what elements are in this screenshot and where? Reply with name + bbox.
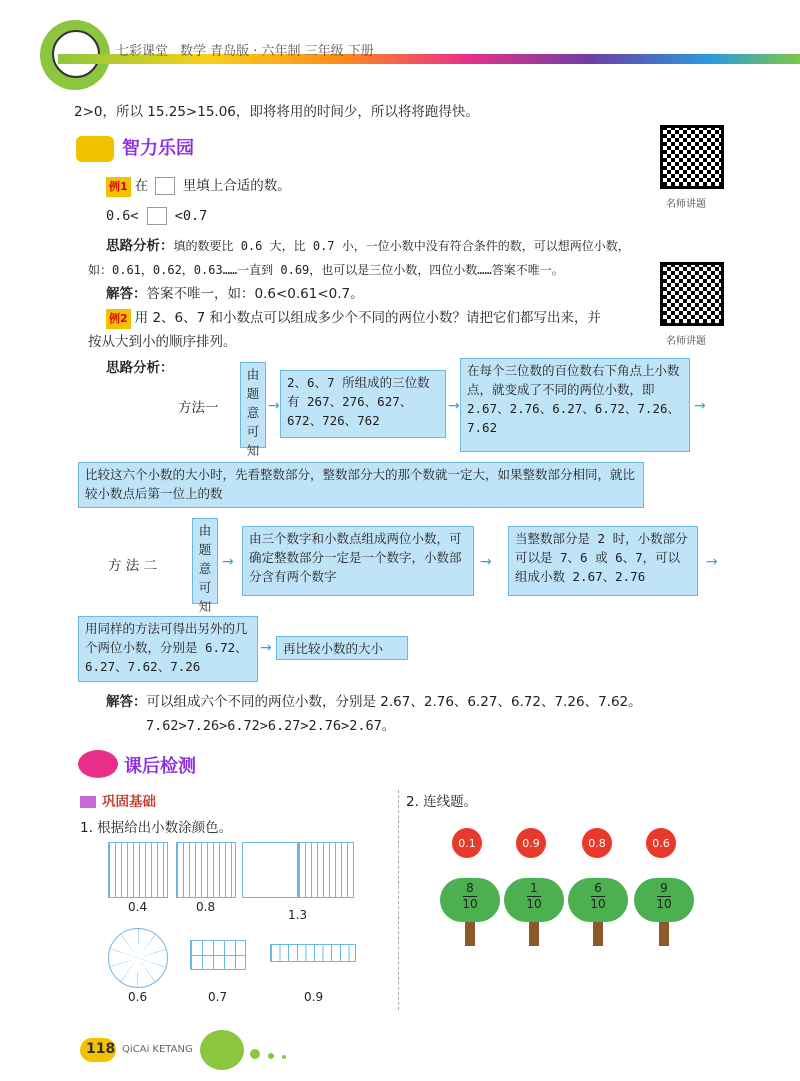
footer-mascot-icon	[200, 1030, 244, 1070]
tree-4[interactable]	[634, 878, 694, 946]
method2-box4: 再比较小数的大小	[276, 636, 408, 660]
header-subtitle: 数学 青岛版 · 六年制 三年级 下册	[180, 44, 374, 59]
tree-trunk	[465, 922, 475, 946]
header-series: 七彩课堂	[116, 44, 169, 59]
qr-caption-2: 名师讲题	[666, 336, 706, 347]
example1-prompt: 在	[134, 178, 149, 194]
tree-trunk	[659, 922, 669, 946]
tree-fraction: 9 10	[656, 881, 672, 911]
expr-left: 0.6<	[106, 208, 139, 224]
apple-4[interactable]: 0.6	[646, 828, 676, 858]
example1-prompt-line	[106, 176, 291, 197]
qr-caption-1: 名师讲题	[666, 199, 706, 210]
example1-analysis-1	[106, 236, 630, 256]
tree-trunk	[529, 922, 539, 946]
section-zhili-title: 智力乐园	[122, 138, 194, 159]
tree-trunk	[593, 922, 603, 946]
answer2-text-1: 可以组成六个不同的两位小数，分别是 2.67、2.76、6.27、6.72、7.26、7.62。	[146, 694, 642, 710]
grid-1-3-b	[298, 842, 354, 898]
example1-prompt-tail: 里填上合适的数。	[182, 178, 291, 194]
blank-box	[155, 177, 175, 195]
grid-0-4	[108, 842, 168, 898]
method2-box1: 由三个数字和小数点组成两位小数，可确定整数部分一定是一个数字，小数部分含有两个数字	[242, 526, 474, 596]
q1-label-0-6: 0.6	[128, 990, 148, 1004]
circle-0-6	[108, 928, 168, 988]
tree-3[interactable]	[568, 878, 628, 946]
arrow-icon: →	[268, 398, 280, 414]
question-2: 2. 连线题。	[406, 794, 478, 810]
example2-analysis-label: 思路分析：	[106, 360, 174, 376]
tree-fraction: 8 10	[462, 881, 478, 911]
answer-label: 解答：	[106, 286, 147, 302]
example1-analysis-2: 如：0.61，0.62，0.63……一直到 0.69，也可以是三位小数，四位小数……答案不唯一。	[88, 263, 564, 277]
arrow-icon: →	[260, 640, 272, 656]
grid-1-3-a	[242, 842, 298, 898]
apple-1[interactable]: 0.1	[452, 828, 482, 858]
tree-2[interactable]	[504, 878, 564, 946]
arrow-icon: →	[448, 398, 460, 414]
analysis-text-1: 填的数要比 0.6 大，比 0.7 小，一位小数中没有符合条件的数，可以想两位小数，	[173, 239, 630, 253]
header-color-bar	[58, 54, 800, 64]
tree-1[interactable]	[440, 878, 500, 946]
qr-code-2[interactable]	[660, 262, 724, 326]
expr-blank	[147, 207, 167, 225]
example1-expression	[106, 206, 207, 226]
example2-prompt-1	[106, 308, 601, 329]
method1-reason: 由题意可知	[240, 362, 266, 448]
arrow-icon: →	[706, 554, 718, 570]
qr-code-1[interactable]	[660, 125, 724, 189]
grid-0-8	[176, 842, 236, 898]
example1-answer	[106, 284, 364, 304]
example2-answer-2: 7.62>7.26>6.72>6.27>2.76>2.67。	[146, 718, 396, 734]
tree-fraction: 6 10	[590, 881, 606, 911]
section-icon	[76, 136, 114, 162]
q1-label-0-4: 0.4	[128, 900, 148, 914]
subsection-icon	[80, 796, 96, 808]
kehou-icon	[78, 750, 118, 778]
subsection-title: 巩固基础	[102, 794, 156, 810]
example2-answer-1	[106, 692, 642, 712]
q1-label-1-3: 1.3	[288, 908, 308, 922]
footer-dots	[250, 1044, 286, 1063]
example2-prompt-2: 按从大到小的顺序排列。	[88, 334, 237, 350]
column-divider	[398, 790, 399, 1010]
intro-line: 2>0，所以 15.25>15.06，即将将用的时间少，所以将将跑得快。	[74, 104, 479, 120]
section-kehou-title: 课后检测	[124, 756, 196, 777]
example2-prompt-text-1: 用 2、6、7 和小数点可以组成多少个不同的两位小数？请把它们都写出来，并	[134, 310, 602, 326]
arrow-icon: →	[222, 554, 234, 570]
apple-3[interactable]: 0.8	[582, 828, 612, 858]
method1-box2: 在每个三位数的百位数右下角点上小数点，就变成了不同的两位小数，即 2.67、2.76、6.27、6.72、7.26、7.62	[460, 358, 690, 452]
answer2-label: 解答：	[106, 694, 147, 710]
method2-reason: 由题意可知	[192, 518, 218, 604]
q1-label-0-9: 0.9	[304, 990, 324, 1004]
method2-box2: 当整数部分是 2 时，小数部分可以是 7、6 或 6、7，可以组成小数 2.67、2.76	[508, 526, 698, 596]
arrow-icon: →	[694, 398, 706, 414]
method2-label: 方 法 二	[108, 558, 158, 574]
grid-0-7	[190, 940, 246, 970]
method2-box3: 用同样的方法可得出另外的几个两位小数，分别是 6.72、6.27、7.62、7.26	[78, 616, 258, 682]
footer-page-number: 118	[86, 1041, 116, 1057]
expr-right: <0.7	[174, 208, 208, 224]
question-1: 1. 根据给出小数涂颜色。	[80, 820, 233, 836]
example2-tag: 例2	[106, 309, 131, 329]
grid-0-9	[270, 944, 356, 962]
method1-box1: 2、6、7 所组成的三位数有 267、276、627、672、726、762	[280, 370, 446, 438]
q1-label-0-8: 0.8	[196, 900, 216, 914]
footer-brand: QiCAi KETANG	[122, 1044, 193, 1055]
q1-label-0-7: 0.7	[208, 990, 228, 1004]
method1-label: 方法一	[178, 400, 219, 416]
arrow-icon: →	[480, 554, 492, 570]
compare-box: 比较这六个小数的大小时，先看整数部分，整数部分大的那个数就一定大，如果整数部分相同，就比较小数点后第一位上的数	[78, 462, 644, 508]
apple-2[interactable]: 0.9	[516, 828, 546, 858]
tree-fraction: 1 10	[526, 881, 542, 911]
example1-tag: 例1	[106, 177, 131, 197]
answer-text: 答案不唯一，如：0.6<0.61<0.7。	[146, 286, 364, 302]
analysis-label: 思路分析：	[106, 238, 174, 254]
